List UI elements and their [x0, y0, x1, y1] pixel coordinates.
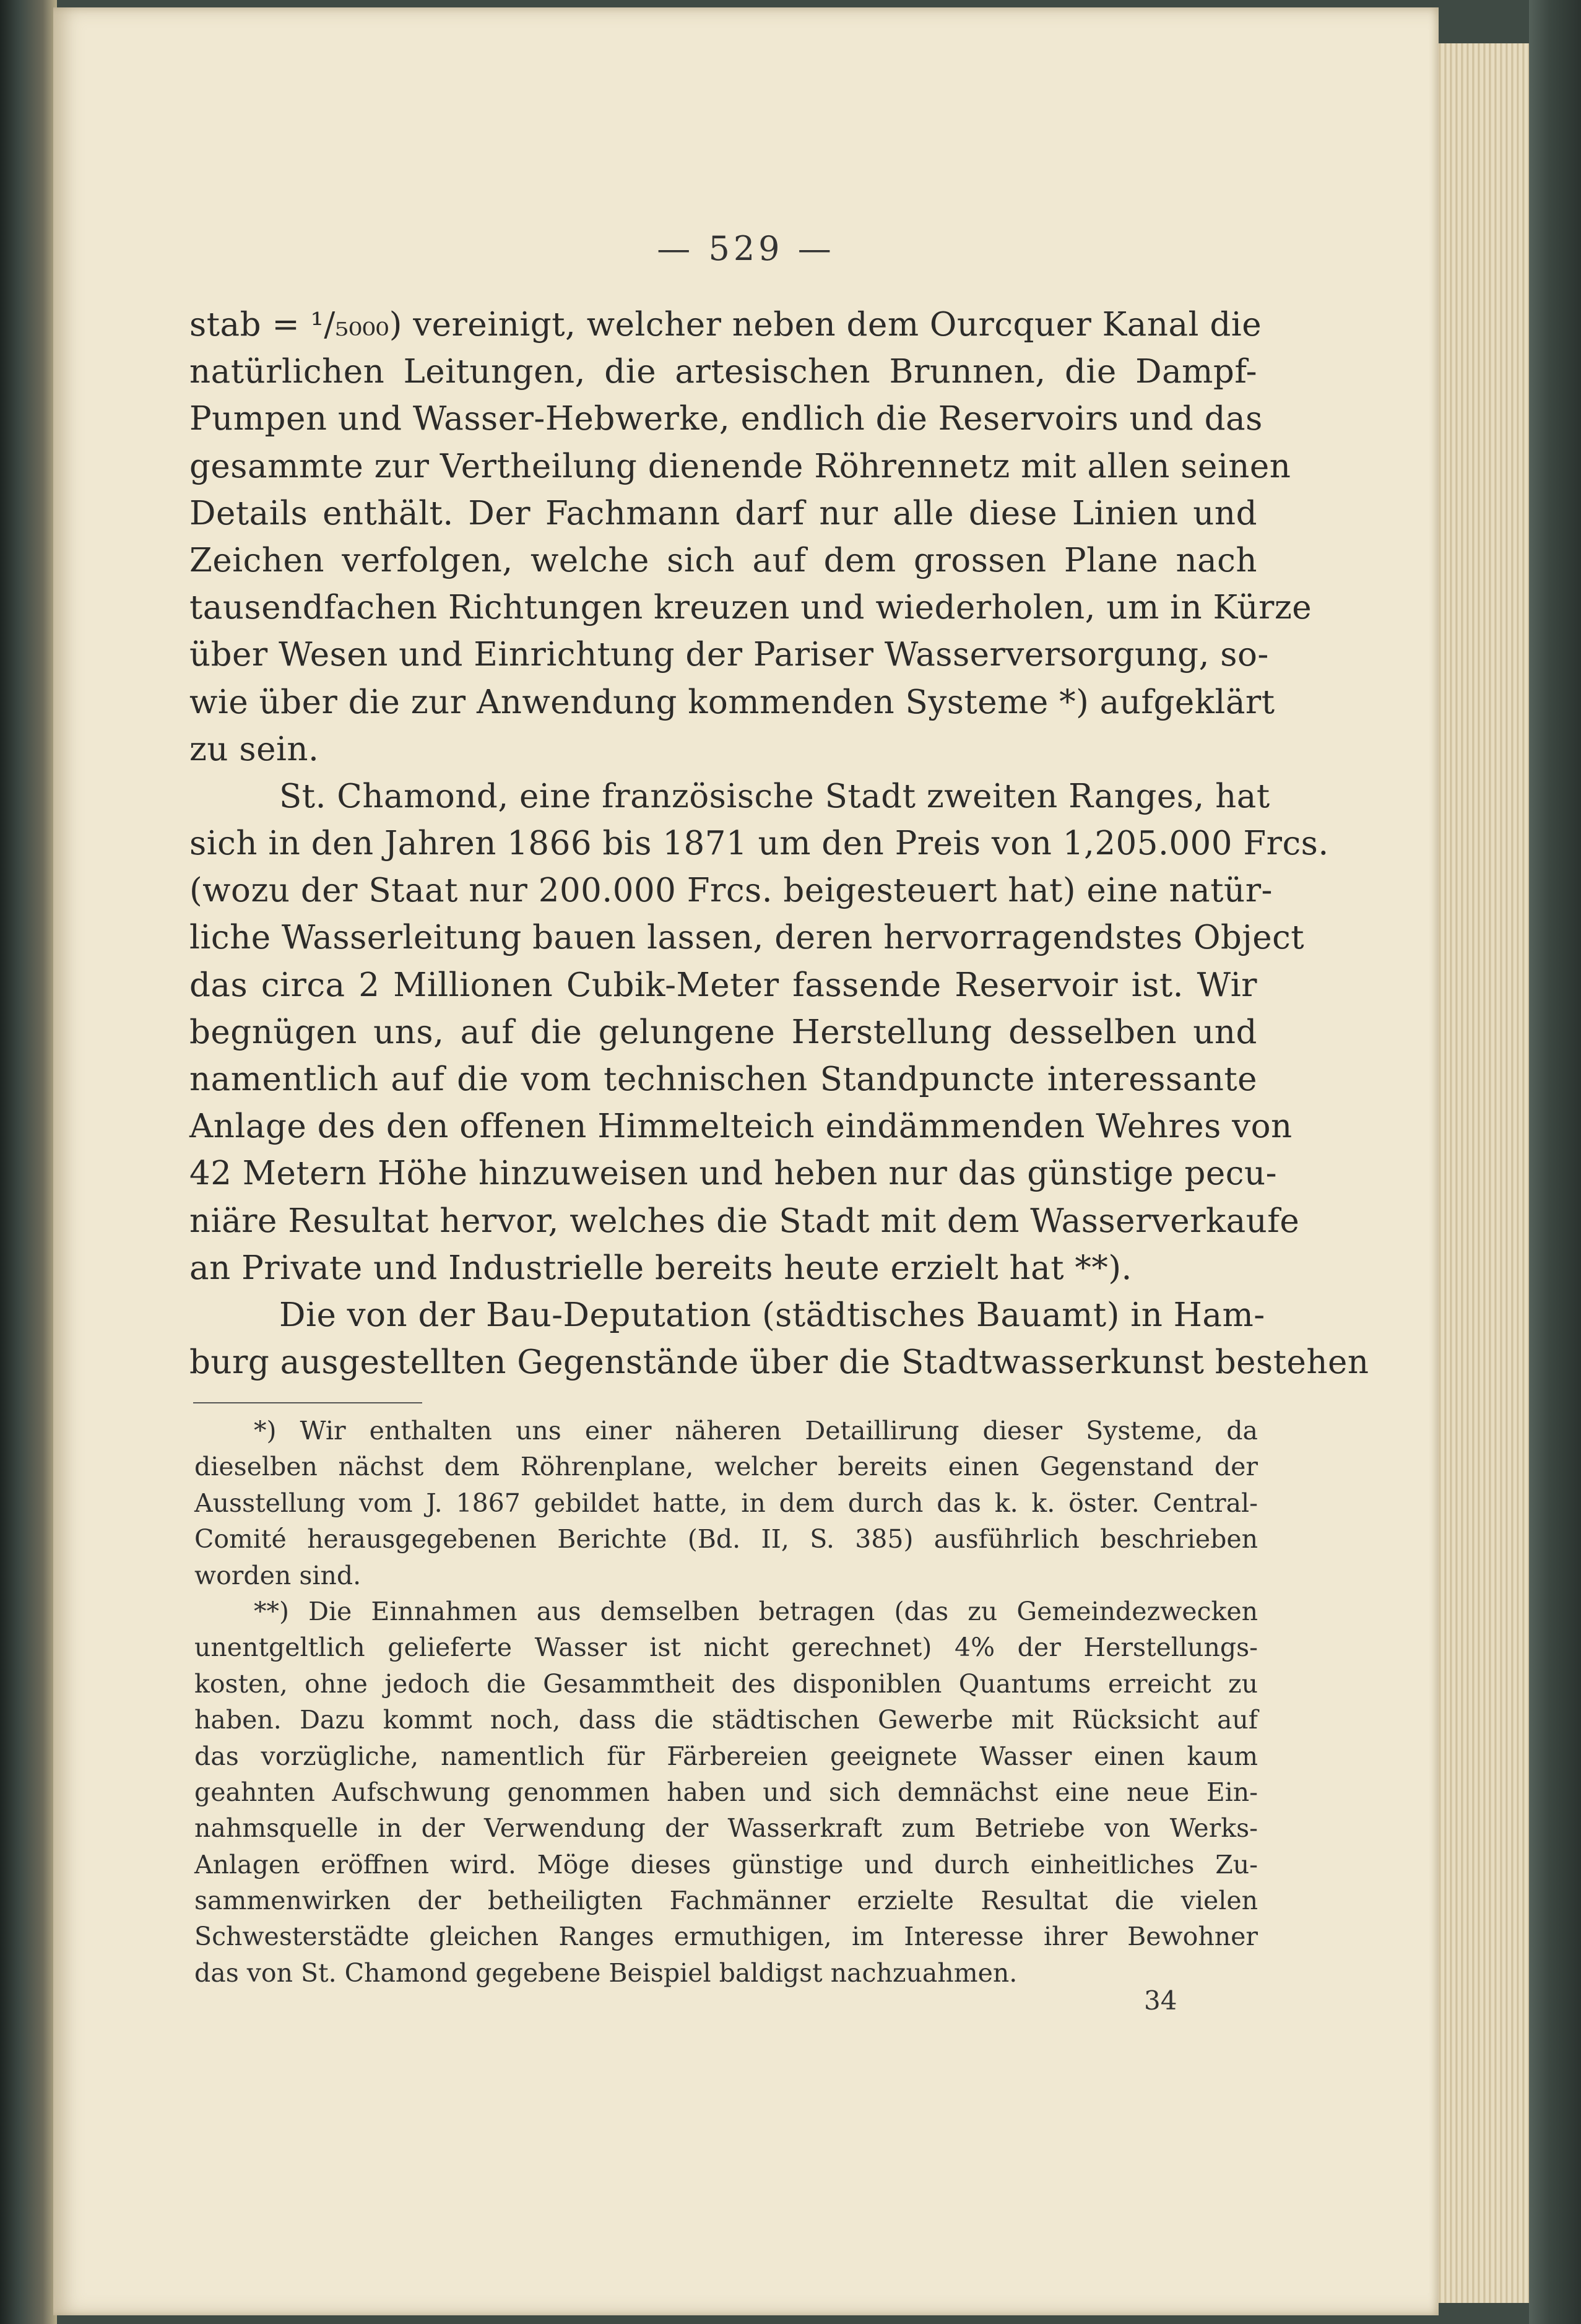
text-line: Pumpen und Wasser-Hebwerke, endlich die Reservoirs und das [189, 400, 1263, 438]
footnote-line: *) Wir enthalten uns einer näheren Detaillirung dieser Systeme, da [254, 1416, 1258, 1446]
footnote-line: Ausstellung vom J. 1867 gebildet hatte, in dem durch das k. k. öster. Central- [194, 1488, 1258, 1518]
footnote-line: Anlagen eröffnen wird. Möge dieses günstige und durch einheitliches Zu- [194, 1849, 1258, 1880]
text-line: das circa 2 Millionen Cubik-Meter fassende Reservoir ist. Wir [189, 966, 1257, 1004]
text-line: namentlich auf die vom technischen Standpuncte interessante [189, 1060, 1257, 1098]
footnote-line: geahnten Aufschwung genommen haben und sich demnächst eine neue Ein- [194, 1777, 1258, 1807]
text-line: gesammte zur Vertheilung dienende Röhrennetz mit allen seinen [189, 447, 1291, 485]
text-line: (wozu der Staat nur 200.000 Frcs. beigesteuert hat) eine natür- [189, 872, 1273, 910]
text-line: sich in den Jahren 1866 bis 1871 um den Preis von 1,205.000 Frcs. [189, 825, 1329, 863]
footnote-line: Comité herausgegebenen Berichte (Bd. II, S. 385) ausführlich beschrieben [194, 1524, 1258, 1554]
footnote-line: sammenwirken der betheiligten Fachmänner erzielte Resultat die vielen [194, 1886, 1258, 1916]
book-page [53, 7, 1439, 2315]
signature-mark: 34 [1144, 1985, 1177, 2016]
footnote-line: unentgeltlich gelieferte Wasser ist nicht gerechnet) 4% der Herstellungs- [194, 1632, 1258, 1663]
text-line: 42 Metern Höhe hinzuweisen und heben nur das günstige pecu- [189, 1155, 1278, 1193]
text-line: Die von der Bau-Deputation (städtisches Bauamt) in Ham- [279, 1296, 1265, 1334]
text-line: Details enthält. Der Fachmann darf nur alle diese Linien und [189, 494, 1257, 532]
footnote-line: Schwesterstädte gleichen Ranges ermuthigen, im Interesse ihrer Bewohner [194, 1922, 1258, 1952]
text-line: Anlage des den offenen Himmelteich eindämmenden Wehres von [189, 1108, 1293, 1146]
page-edges [1430, 43, 1529, 2303]
text-line: burg ausgestellten Gegenstände über die Stadtwasserkunst bestehen [189, 1343, 1369, 1382]
footnote-line: worden sind. [194, 1560, 362, 1590]
text-line: über Wesen und Einrichtung der Pariser Wasserversorgung, so- [189, 636, 1269, 674]
text-line: tausendfachen Richtungen kreuzen und wiederholen, um in Kürze [189, 589, 1312, 627]
book-cover-right [1529, 0, 1581, 2324]
book-binding-left [0, 0, 57, 2324]
text-line: stab = ¹/₅₀₀₀) vereinigt, welcher neben dem Ourcquer Kanal die [189, 306, 1262, 344]
text-line: St. Chamond, eine französische Stadt zweiten Ranges, hat [279, 777, 1270, 815]
footnote-line: kosten, ohne jedoch die Gesammtheit des disponiblen Quantums erreicht zu [194, 1668, 1258, 1699]
footnote-line: dieselben nächst dem Röhrenplane, welcher bereits einen Gegenstand der [194, 1452, 1258, 1482]
page-number: — 529 — [657, 229, 835, 268]
text-line: zu sein. [189, 730, 319, 768]
text-line: wie über die zur Anwendung kommenden Systeme *) aufgeklärt [189, 683, 1275, 721]
text-line: begnügen uns, auf die gelungene Herstellung desselben und [189, 1013, 1257, 1051]
text-line: Zeichen verfolgen, welche sich auf dem grossen Plane nach [189, 541, 1257, 579]
footnote-rule [193, 1402, 422, 1403]
text-line: an Private und Industrielle bereits heute erzielt hat **). [189, 1249, 1132, 1287]
text-line: natürlichen Leitungen, die artesischen Brunnen, die Dampf- [189, 353, 1257, 391]
footnote-line: das von St. Chamond gegebene Beispiel baldigst nachzuahmen. [194, 1958, 1018, 1988]
footnote-line: **) Die Einnahmen aus demselben betragen (das zu Gemeindezwecken [254, 1596, 1258, 1626]
footnote-line: haben. Dazu kommt noch, dass die städtischen Gewerbe mit Rücksicht auf [194, 1705, 1258, 1735]
footnote-line: nahmsquelle in der Verwendung der Wasserkraft zum Betriebe von Werks- [194, 1813, 1258, 1844]
main-text [189, 301, 1369, 1386]
footnote-line: das vorzügliche, namentlich für Färbereien geeignete Wasser einen kaum [194, 1741, 1258, 1771]
text-line: niäre Resultat hervor, welches die Stadt mit dem Wasserverkaufe [189, 1202, 1300, 1240]
footnotes [194, 1413, 1258, 1991]
text-line: liche Wasserleitung bauen lassen, deren hervorragendstes Object [189, 919, 1305, 957]
